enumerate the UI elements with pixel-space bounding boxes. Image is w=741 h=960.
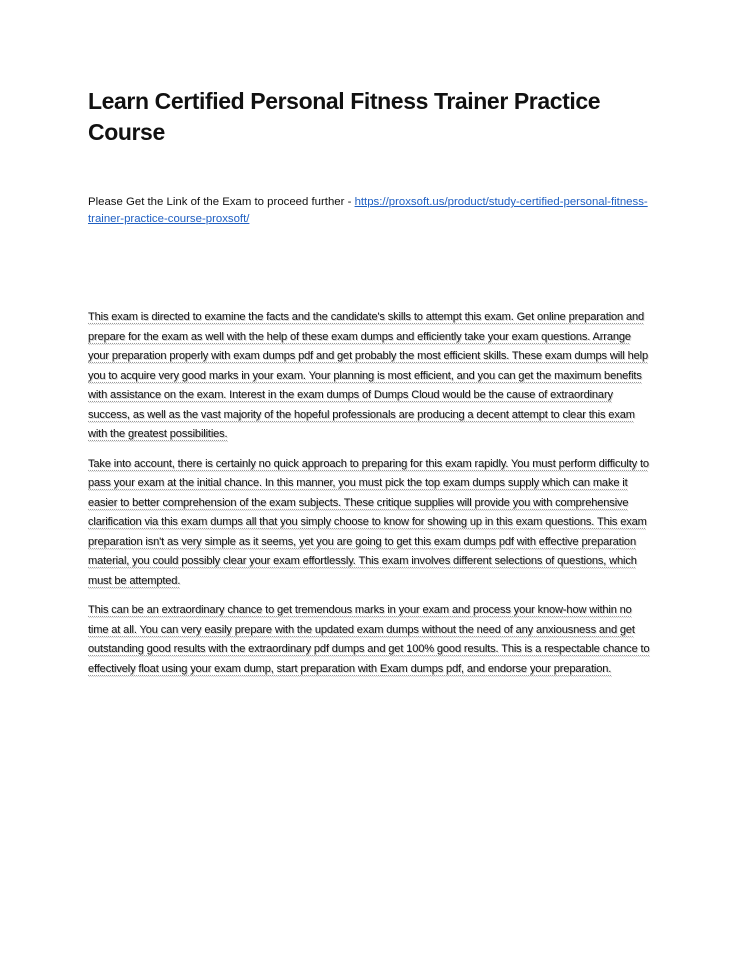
body-text <box>88 308 654 679</box>
body-paragraph-2: Take into account, there is certainly no quick approach to preparing for this exam rapidly. You must perform difficulty to pass your exam at the initial chance. In this manner, you must pick the top exam dumps supply which can make it easier to better comprehension of the exam subjects. These critique supplies will provide you with comprehensive clarification via this exam dumps all that you simply choose to know for showing up in this exam questions. This exam preparation isn't as very simple as it seems, yet you are going to get this exam dumps pdf with effective preparation material, you could possibly clear your exam effortlessly. This exam involves different selections of questions, which must be attempted. <box>88 457 649 587</box>
page-title: Learn Certified Personal Fitness Trainer Practice Course <box>88 88 601 145</box>
body-paragraph-3: This can be an extraordinary chance to get tremendous marks in your exam and process your know-how within no time at all. You can very easily prepare with the updated exam dumps without the need of any anxiousness and get outstanding good results with the extraordinary pdf dumps and get 100% good results. This is a respectable chance to effectively float using your exam dump, start preparation with Exam dumps pdf, and endorse your preparation. <box>88 604 650 675</box>
exam-product-link[interactable]: https://proxsoft.us/product/study-certified-personal-fitness-trainer-practice-course-proxsoft/ <box>88 196 648 225</box>
body-paragraph-1: This exam is directed to examine the facts and the candidate's skills to attempt this exam. Get online preparation and prepare for the exam as well with the help of these exam dumps and efficiently take your exam questions. Arrange your preparation properly with exam dumps pdf and get probably the most efficient skills. These exam dumps will help you to acquire very good marks in your exam. Your planning is most efficient, and you can get the maximum benefits with assistance on the exam. Interest in the exam dumps of Dumps Cloud would be the cause of extraordinary success, as well as the vast majority of the hopeful professionals are producing a decent attempt to clear this exam with the greatest possibilities. <box>88 311 648 440</box>
exam-link-paragraph <box>88 194 654 228</box>
link-intro-text: Please Get the Link of the Exam to proceed further - <box>88 196 355 208</box>
document-page <box>88 86 654 689</box>
